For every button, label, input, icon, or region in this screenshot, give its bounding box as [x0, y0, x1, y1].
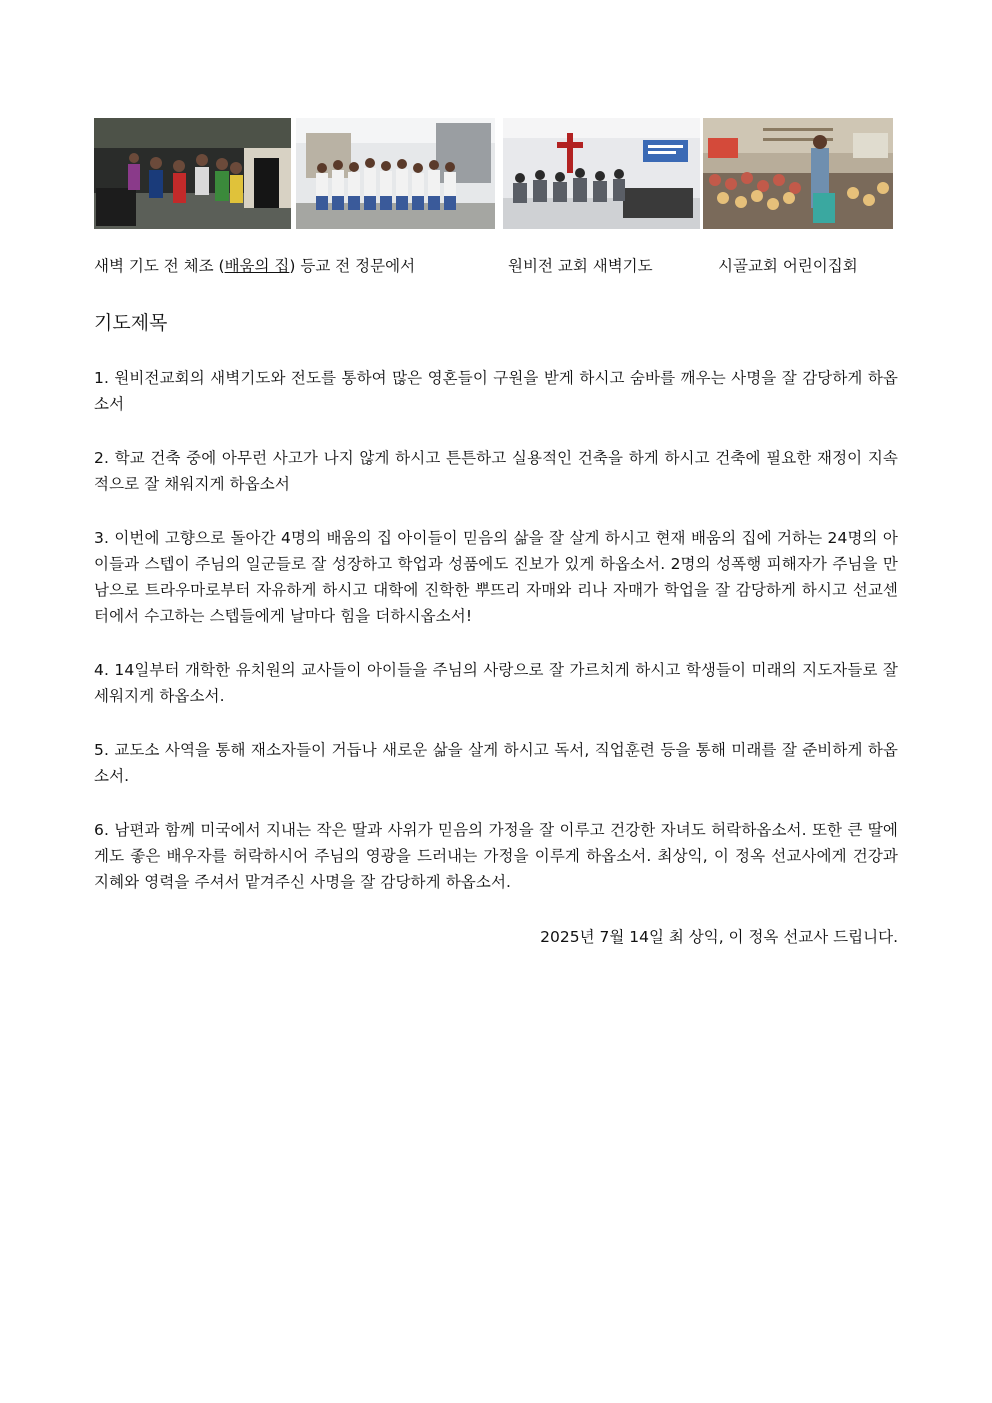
- photo-strip: [94, 118, 893, 229]
- section-heading: 기도제목: [94, 312, 168, 334]
- prayer-item-2: 2. 학교 건축 중에 아무런 사고가 나지 않게 하시고 튼튼하고 실용적인 건축을 하게 하시고 건축에 필요한 재정이 지속적으로 잘 채워지게 하옵소서: [94, 449, 898, 493]
- caption-village-children: 시골교회 어린이집회: [718, 257, 858, 275]
- photo-village-children: [703, 118, 893, 229]
- photo-church-prayer: [503, 118, 700, 229]
- caption-morning-exercise: 새벽 기도 전 체조 (배움의 집) 등교 전 정문에서: [94, 257, 416, 275]
- photo-morning-exercise: [94, 118, 291, 229]
- signature-line: 2025년 7월 14일 최 상익, 이 정옥 선교사 드립니다.: [540, 928, 898, 946]
- photo-captions: [94, 254, 914, 276]
- prayer-item-6: 6. 남편과 함께 미국에서 지내는 작은 딸과 사위가 믿음의 가정을 잘 이루고 건강한 자녀도 허락하옵소서. 또한 큰 딸에게도 좋은 배우자를 허락하시어 주님의 영광을 드러내는 가정을 이루게 하옵소서. 최상익, 이 정옥 선교사에게 건강과 지혜와 영력을 주셔서 맡겨주신 사명을 잘 감당하게 하옵소서.: [94, 821, 898, 891]
- prayer-item-5: 5. 교도소 사역을 통해 재소자들이 거듭나 새로운 삶을 살게 하시고 독서, 직업훈련 등을 통해 미래를 잘 준비하게 하옵소서.: [94, 741, 898, 785]
- prayer-item-1: 1. 원비전교회의 새벽기도와 전도를 통하여 많은 영혼들이 구원을 받게 하시고 숨바를 깨우는 사명을 잘 감당하게 하옵소서: [94, 369, 898, 413]
- caption-school-gate: 등교 전 정문에서: [300, 257, 416, 275]
- caption-house-of-learning: 배움의 집: [224, 257, 290, 275]
- prayer-item-4: 4. 14일부터 개학한 유치원의 교사들이 아이들을 주님의 사랑으로 잘 가르치게 하시고 학생들이 미래의 지도자들로 잘 세워지게 하옵소서.: [94, 661, 898, 705]
- prayer-item-3: 3. 이번에 고향으로 돌아간 4명의 배움의 집 아이들이 믿음의 삶을 잘 살게 하시고 현재 배움의 집에 거하는 24명의 아이들과 스텝이 주님의 일군들로 잘 성장하고 학업과 성품에도 진보가 있게 하옵소서. 2명의 성폭행 피해자가 주님을 만남으로 트라우마로부터 자유하게 하시고 대학에 진학한 뿌뜨리 자매와 리나 자매가 학업을 잘 감당하게 하시고 선교센터에서 수고하는 스텝들에게 날마다 힘을 더하시옵소서!: [94, 529, 898, 625]
- photo-school-gate: [296, 118, 495, 229]
- caption-church-prayer: 원비전 교회 새벽기도: [508, 257, 653, 275]
- prayer-list: [94, 365, 898, 923]
